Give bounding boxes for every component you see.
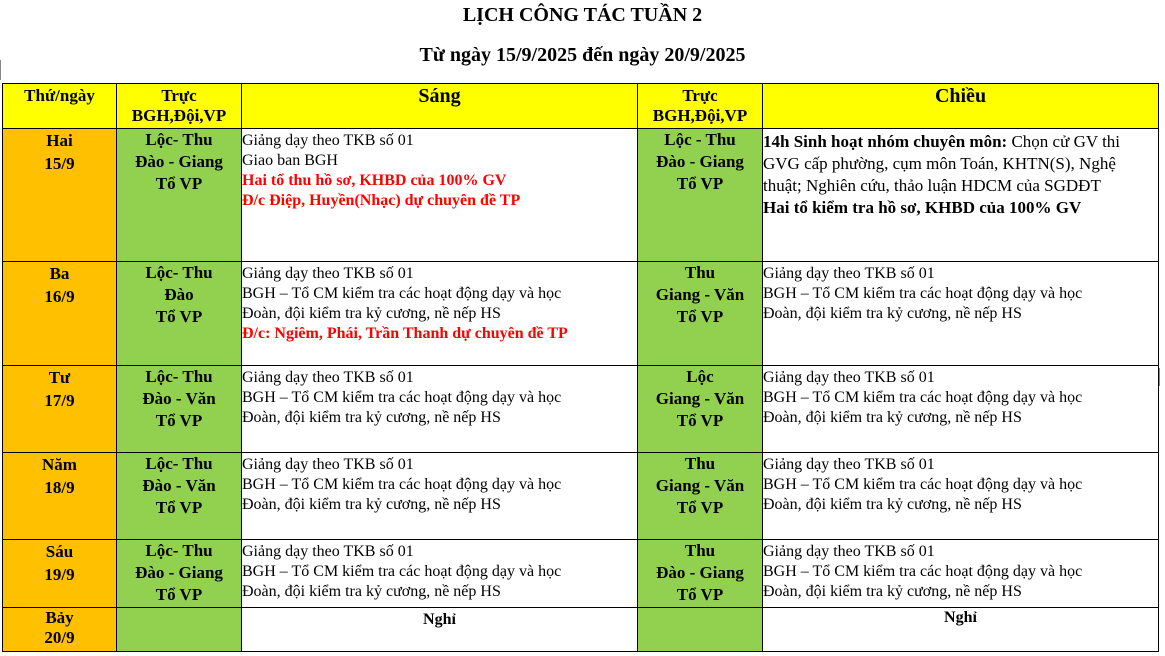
activity-line: BGH – Tổ CM kiểm tra các hoạt động dạy và học — [763, 476, 1083, 493]
day-off-label: Nghỉ — [944, 609, 977, 626]
activity-line: Đoàn, đội kiểm tra kỷ cương, nề nếp HS — [763, 583, 1022, 600]
table-row — [3, 540, 1159, 608]
highlight-activity-line: Đ/c Điệp, Huyền(Nhạc) dự chuyên đề TP — [242, 192, 521, 209]
activity-line: BGH – Tổ CM kiểm tra các hoạt động dạy và học — [763, 389, 1083, 406]
activity-bold-line: Hai tổ kiểm tra hồ sơ, KHBD của 100% GV — [763, 198, 1082, 217]
duty-line: Đào — [164, 285, 194, 304]
duty-line: Tổ VP — [676, 585, 724, 604]
header-day-label: Thứ/ngày — [24, 86, 95, 105]
schedule-title: LỊCH CÔNG TÁC TUẦN 2 — [462, 4, 703, 26]
activity-line: Giảng dạy theo TKB số 01 — [763, 265, 935, 282]
header-morning-label: Sáng — [418, 85, 461, 107]
activity-lead: 14h Sinh hoạt nhóm chuyên môn: — [763, 132, 1008, 151]
morning-activities-cell — [242, 540, 638, 608]
highlight-activity-line: Hai tổ thu hồ sơ, KHBD của 100% GV — [242, 172, 507, 189]
header-duty-line1: Trực — [161, 86, 197, 105]
highlight-activity-line: Đ/c: Ngiêm, Phái, Trần Thanh dự chuyên đề TP — [242, 325, 568, 342]
morning-activities-cell — [242, 262, 638, 366]
activity-line: BGH – Tổ CM kiểm tra các hoạt động dạy và học — [763, 563, 1083, 580]
duty-line: Thu — [684, 541, 716, 560]
activity-line: BGH – Tổ CM kiểm tra các hoạt động dạy và học — [242, 476, 562, 493]
day-date: 17/9 — [44, 391, 75, 410]
afternoon-activities-cell — [763, 366, 1159, 453]
day-cell — [3, 453, 117, 540]
header-morning-duty — [117, 84, 242, 129]
duty-line: Tổ VP — [155, 585, 203, 604]
activity-line: Đoàn, đội kiểm tra kỷ cương, nề nếp HS — [763, 496, 1022, 513]
duty-line: Lộc- Thu — [145, 454, 213, 473]
day-name: Hai — [46, 131, 73, 150]
duty-line: Lộc- Thu — [145, 541, 213, 560]
morning-duty-cell — [117, 129, 242, 262]
afternoon-duty-cell — [638, 129, 763, 262]
activity-paragraph — [763, 131, 1158, 197]
duty-line: Tổ VP — [155, 174, 203, 193]
day-name: Sáu — [45, 542, 74, 561]
table-row — [3, 129, 1159, 262]
activity-line: BGH – Tổ CM kiểm tra các hoạt động dạy và học — [242, 563, 562, 580]
header-row — [3, 84, 1159, 129]
duty-line: Tổ VP — [676, 307, 724, 326]
afternoon-activities-cell — [763, 129, 1159, 262]
activity-line: Đoàn, đội kiểm tra kỷ cương, nề nếp HS — [763, 305, 1022, 322]
table-row — [3, 262, 1159, 366]
header-day — [3, 84, 117, 129]
morning-duty-cell — [117, 262, 242, 366]
duty-line: Lộc — [686, 367, 714, 386]
header-morning — [242, 84, 638, 129]
duty-line: Giang - Văn — [655, 285, 745, 304]
morning-activities-cell — [242, 366, 638, 453]
activity-line: Giảng dạy theo TKB số 01 — [763, 369, 935, 386]
afternoon-duty-cell — [638, 262, 763, 366]
afternoon-duty-cell — [638, 366, 763, 453]
morning-duty-cell — [117, 453, 242, 540]
header-duty-line2: BGH,Đội,VP — [652, 106, 748, 125]
day-date: 15/9 — [44, 154, 75, 173]
header-duty-line2: BGH,Đội,VP — [131, 106, 227, 125]
activity-line: Đoàn, đội kiểm tra kỷ cương, nề nếp HS — [242, 409, 501, 426]
activity-line: Giảng dạy theo TKB số 01 — [242, 543, 414, 560]
activity-line: Đoàn, đội kiểm tra kỷ cương, nề nếp HS — [242, 583, 501, 600]
afternoon-activities-cell — [763, 540, 1159, 608]
activity-line: Giảng dạy theo TKB số 01 — [242, 456, 414, 473]
duty-line: Tổ VP — [155, 307, 203, 326]
duty-line: Tổ VP — [676, 411, 724, 430]
duty-line: Giang - Văn — [655, 476, 745, 495]
duty-line: Đào - Giang — [135, 563, 223, 582]
duty-line: Đào - Giang — [656, 152, 744, 171]
day-cell — [3, 262, 117, 366]
morning-duty-cell — [117, 366, 242, 453]
header-afternoon — [763, 84, 1159, 129]
duty-line: Lộc- Thu — [145, 263, 213, 282]
afternoon-activities-cell — [763, 262, 1159, 366]
table-row — [3, 608, 1159, 652]
table-row — [3, 366, 1159, 453]
day-name: Năm — [42, 455, 77, 474]
activity-line: Giảng dạy theo TKB số 01 — [763, 543, 935, 560]
day-date: 18/9 — [44, 478, 75, 497]
activity-line: BGH – Tổ CM kiểm tra các hoạt động dạy và học — [242, 389, 562, 406]
duty-line: Đào - Văn — [142, 476, 216, 495]
afternoon-duty-cell — [638, 540, 763, 608]
morning-duty-cell — [117, 608, 242, 652]
activity-line: Giảng dạy theo TKB số 01 — [242, 265, 414, 282]
duty-line: Thu — [684, 263, 716, 282]
day-cell — [3, 540, 117, 608]
duty-line: Tổ VP — [155, 411, 203, 430]
afternoon-activities-cell — [763, 608, 1159, 652]
activity-line: Đoàn, đội kiểm tra kỷ cương, nề nếp HS — [242, 496, 501, 513]
activity-line: Đoàn, đội kiểm tra kỷ cương, nề nếp HS — [242, 305, 501, 322]
activity-line: Giảng dạy theo TKB số 01 — [242, 369, 414, 386]
activity-line: Đoàn, đội kiểm tra kỷ cương, nề nếp HS — [763, 409, 1022, 426]
duty-line: Tổ VP — [676, 498, 724, 517]
activity-line: Giảng dạy theo TKB số 01 — [242, 132, 414, 149]
page-margin-mark — [1159, 368, 1160, 386]
schedule-table — [2, 83, 1159, 652]
day-cell — [3, 608, 117, 652]
duty-line: Đào - Giang — [656, 563, 744, 582]
morning-activities-cell — [242, 129, 638, 262]
activity-line: BGH – Tổ CM kiểm tra các hoạt động dạy và học — [242, 285, 562, 302]
duty-line: Lộc- Thu — [145, 367, 213, 386]
day-off-label: Nghỉ — [423, 611, 456, 628]
morning-activities-cell — [242, 608, 638, 652]
activity-text: Chọn cử GV thi GVG cấp phường, cụm môn Toán, KHTN(S), Nghệ thuật; Nghiên cứu, thảo luận HDCM của SGDĐT — [763, 132, 1121, 195]
duty-line: Lộc- Thu — [145, 130, 213, 149]
afternoon-duty-cell — [638, 453, 763, 540]
activity-line: BGH – Tổ CM kiểm tra các hoạt động dạy và học — [763, 285, 1083, 302]
duty-line: Đào - Giang — [135, 152, 223, 171]
day-cell — [3, 366, 117, 453]
duty-line: Đào - Văn — [142, 389, 216, 408]
activity-line: Giao ban BGH — [242, 152, 338, 169]
duty-line: Tổ VP — [155, 498, 203, 517]
day-date: 20/9 — [44, 628, 75, 647]
afternoon-duty-cell — [638, 608, 763, 652]
morning-activities-cell — [242, 453, 638, 540]
header-duty-line1: Trực — [682, 86, 718, 105]
afternoon-activities-cell — [763, 453, 1159, 540]
morning-duty-cell — [117, 540, 242, 608]
table-row — [3, 453, 1159, 540]
duty-line: Giang - Văn — [655, 389, 745, 408]
day-date: 16/9 — [44, 287, 75, 306]
duty-line: Tổ VP — [676, 174, 724, 193]
day-name: Ba — [49, 264, 70, 283]
duty-line: Thu — [684, 454, 716, 473]
duty-line: Lộc - Thu — [664, 130, 736, 149]
activity-line: Giảng dạy theo TKB số 01 — [763, 456, 935, 473]
header-afternoon-label: Chiều — [934, 85, 987, 107]
day-name: Bảy — [45, 608, 74, 627]
header-afternoon-duty — [638, 84, 763, 129]
schedule-date-range: Từ ngày 15/9/2025 đến ngày 20/9/2025 — [419, 44, 746, 66]
day-cell — [3, 129, 117, 262]
day-name: Tư — [48, 368, 71, 387]
day-date: 19/9 — [44, 565, 75, 584]
